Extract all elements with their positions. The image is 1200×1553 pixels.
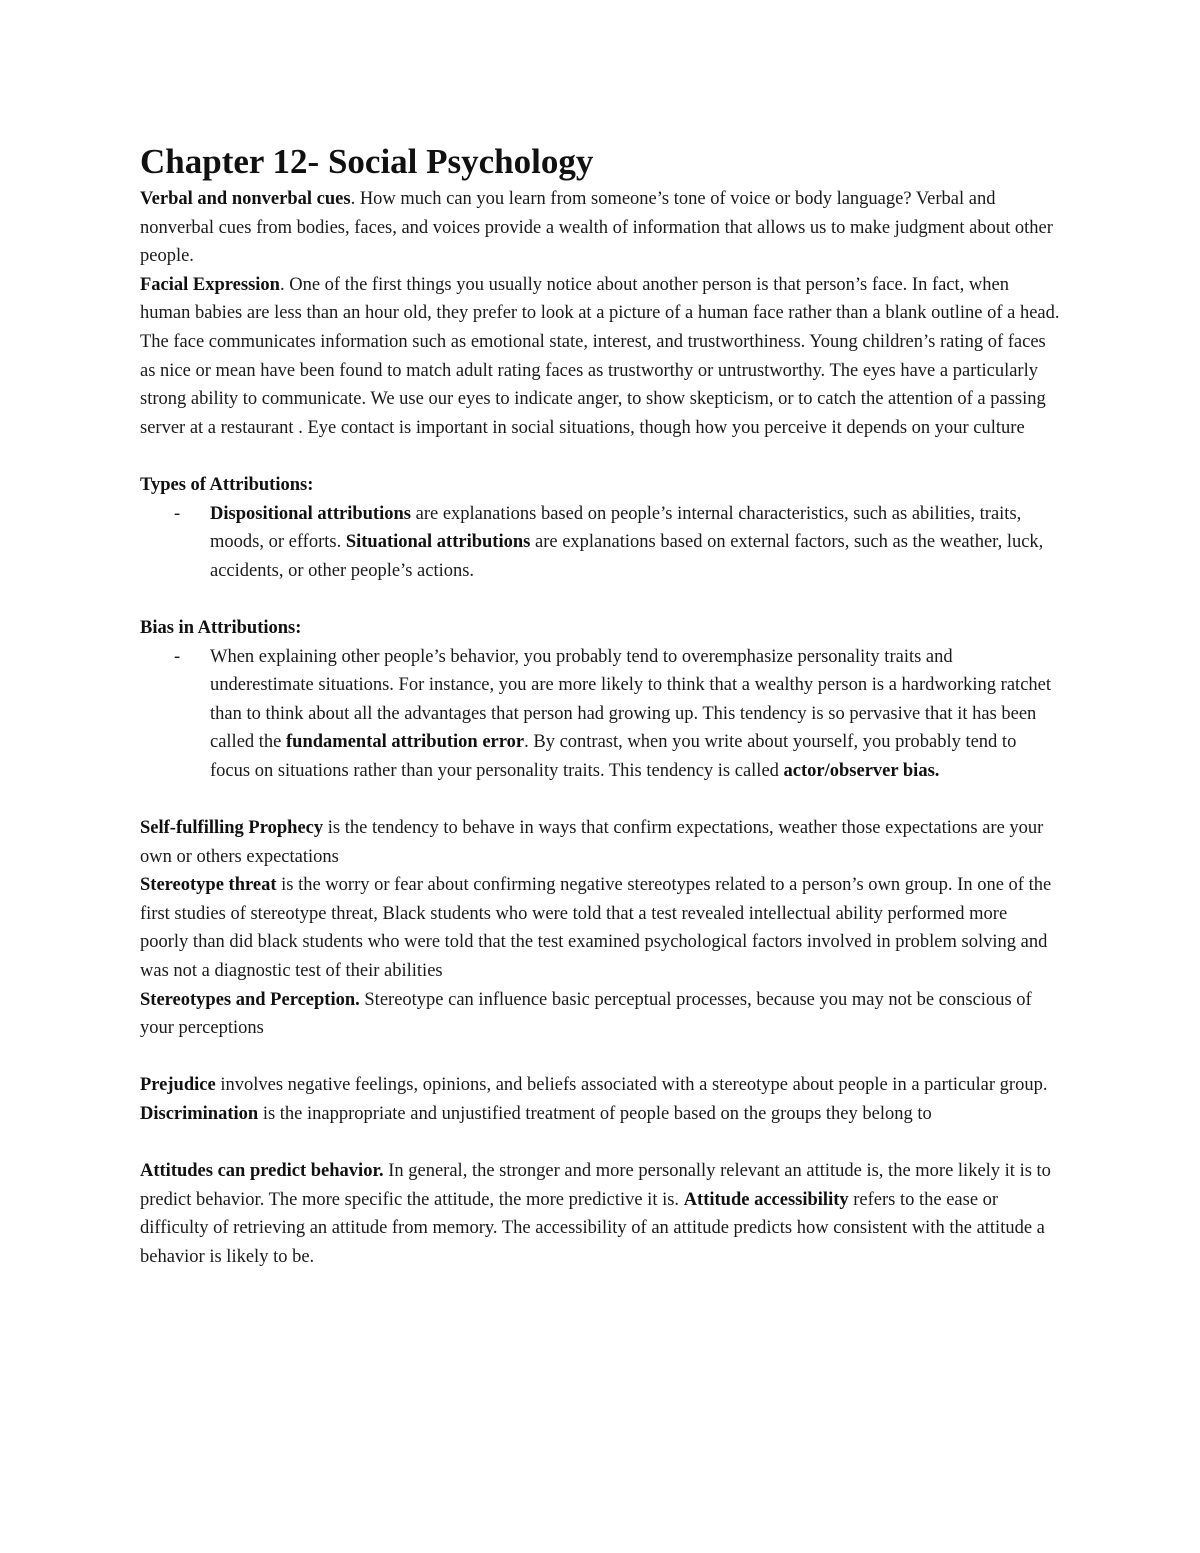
heading-types-label: Types of Attributions: — [140, 474, 314, 495]
blank-line — [140, 585, 1060, 614]
paragraph-prejudice — [140, 1071, 1060, 1128]
text-prejudice: involves negative feelings, opinions, and beliefs associated with a stereotype about people in a particular group. — [215, 1075, 1048, 1096]
dash-bullet: - — [174, 646, 181, 667]
text-bias-part2: . By contrast, when you write about yourself, you probably tend to focus on situations rather than your personality traits. This tendency is called — [210, 732, 1017, 781]
text-stereotype-threat: is the worry or fear about confirming negative stereotypes related to a person’s own group. In one of the first studies of stereotype threat, Black students who were told that a test revealed intellectual ability performed more poorly than did black students who were told that the test examined psychological factors involved in problem solving and was not a diagnostic test of their abilities — [140, 875, 1052, 982]
term-actor-observer-bias: actor/observer bias. — [783, 760, 940, 781]
blank-line — [140, 785, 1060, 814]
heading-bias-label: Bias in Attributions: — [140, 617, 302, 638]
term-stereotype-threat: Stereotype threat — [140, 875, 277, 896]
paragraph-verbal-cues — [140, 185, 1060, 271]
paragraph-self-fulfilling-prophecy — [140, 814, 1060, 871]
dash-bullet: - — [174, 503, 181, 524]
text-facial-expression: . One of the first things you usually notice about another person is that person’s face. In fact, when human babies are less than an hour old, they prefer to look at a picture of a human face rather than a blank outline of a head. The face communicates information such as emotional state, interest, and trustworthiness. Young children’s rating of faces as nice or mean have been found to match adult rating faces as trustworthy or untrustworthy. The eyes have a particularly strong ability to communicate. We use our eyes to indicate anger, to show skepticism, or to catch the attention of a passing server at a restaurant . Eye contact is important in social situations, though how you perceive it depends on your culture — [140, 274, 1060, 438]
term-attitude-accessibility: Attitude accessibility — [683, 1189, 849, 1210]
text-bias-part1: When explaining other people’s behavior, you probably tend to overemphasize personality traits and underestimate situations. For instance, you are more likely to think that a wealthy person is a hardworking ratchet than to think about all the advantages that person had growing up. This tendency is so pervasive that it has been called the — [210, 646, 1052, 753]
term-prejudice: Prejudice — [140, 1075, 216, 1096]
list-item — [140, 500, 1060, 586]
text-situational-attributions: are explanations based on external factors, such as the weather, luck, accidents, or other people’s actions. — [210, 532, 1044, 581]
text-self-fulfilling-prophecy: is the tendency to behave in ways that confirm expectations, weather those expectations are your own or others expectations — [140, 818, 1044, 867]
term-dispositional-attributions: Dispositional attributions — [210, 503, 411, 524]
term-attitudes-predict-behavior: Attitudes can predict behavior. — [140, 1161, 384, 1182]
paragraph-stereotype-threat — [140, 871, 1060, 985]
term-fundamental-attribution-error: fundamental attribution error — [286, 732, 525, 753]
term-facial-expression: Facial Expression — [140, 274, 280, 295]
text-stereotypes-perception: Stereotype can influence basic perceptual processes, because you may not be conscious of your perceptions — [140, 989, 1032, 1039]
term-verbal-cues: Verbal and nonverbal cues — [140, 189, 351, 209]
term-discrimination: Discrimination — [140, 1104, 259, 1124]
list-item — [140, 643, 1060, 786]
blank-line — [140, 1129, 1060, 1158]
paragraph-stereotypes-perception — [140, 986, 1060, 1043]
term-self-fulfilling-prophecy: Self-fulfilling Prophecy — [140, 818, 324, 839]
text-attitude-accessibility: refers to the ease or difficulty of retrieving an attitude from memory. The accessibility of an attitude predicts how consistent with the attitude a behavior is likely to be. — [140, 1189, 1045, 1267]
blank-line — [140, 1043, 1060, 1072]
page-title: Chapter 12- Social Psychology — [140, 142, 594, 181]
paragraph-attitudes — [140, 1157, 1060, 1271]
term-stereotypes-perception: Stereotypes and Perception. — [140, 989, 360, 1010]
blank-line — [140, 442, 1060, 471]
text-verbal-cues: . How much can you learn from someone’s tone of voice or body language? Verbal and nonverbal cues from bodies, faces, and voices provide a wealth of information that allows us to make judgment about other people. — [140, 189, 1053, 267]
text-dispositional-attributions: are explanations based on people’s internal characteristics, such as abilities, traits, moods, or efforts. — [210, 503, 1022, 553]
list-bias-in-attributions — [140, 643, 1060, 786]
list-types-of-attributions — [140, 500, 1060, 586]
heading-types-of-attributions — [140, 471, 1060, 500]
term-situational-attributions: Situational attributions — [345, 532, 531, 553]
paragraph-facial-expression — [140, 271, 1060, 443]
document-page — [140, 140, 1060, 1272]
heading-bias-in-attributions — [140, 614, 1060, 643]
text-discrimination: is the inappropriate and unjustified treatment of people based on the groups they belong to — [258, 1104, 932, 1124]
text-attitudes-predict-behavior: In general, the stronger and more personally relevant an attitude is, the more likely it is to predict behavior. The more specific the attitude, the more predictive it is. — [140, 1161, 1051, 1210]
